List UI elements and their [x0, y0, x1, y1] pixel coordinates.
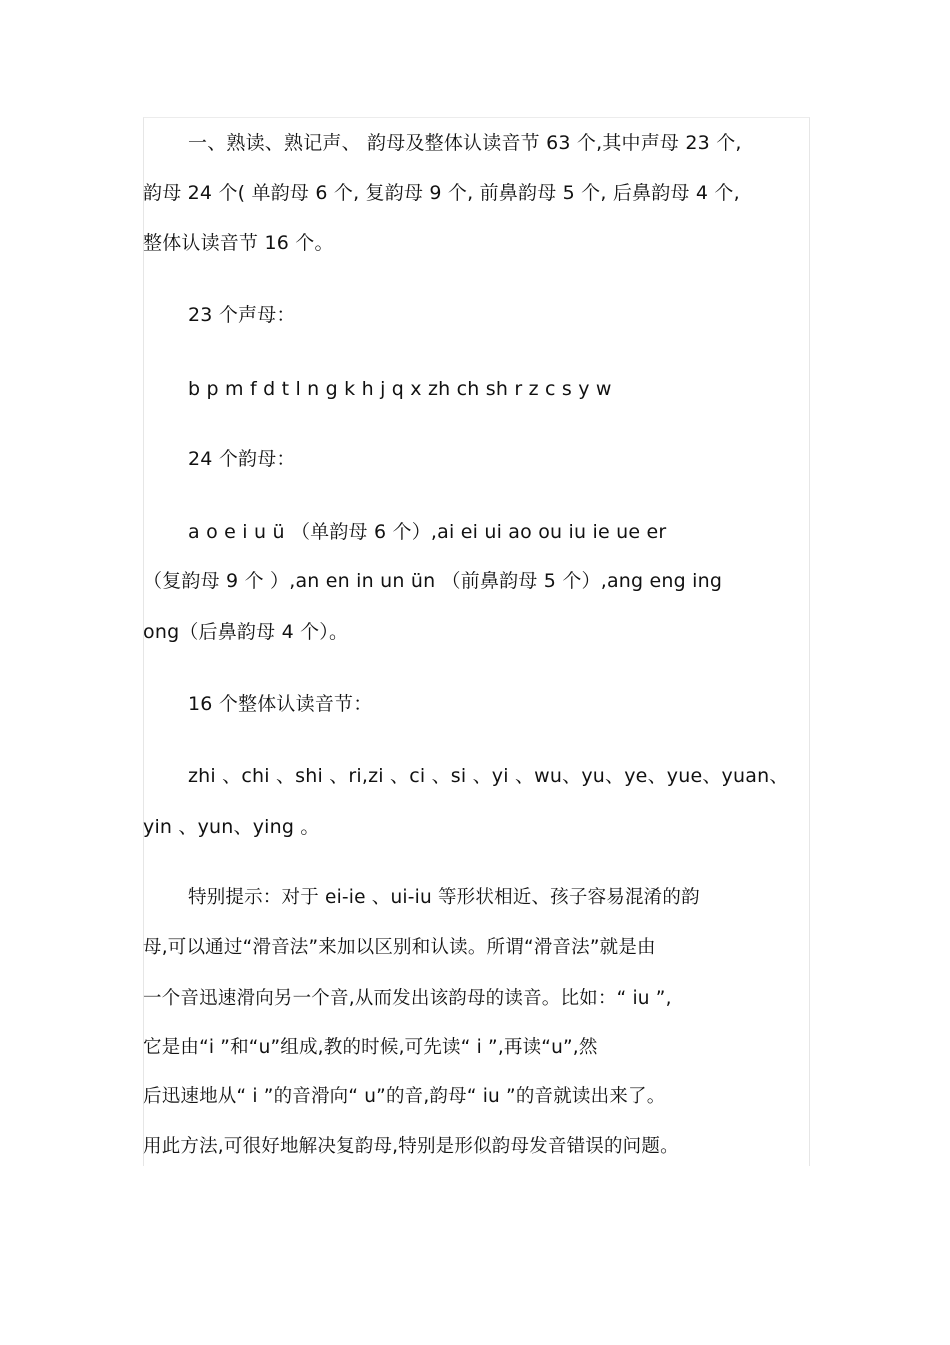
tip-line-3: 一个音迅速滑向另一个音,从而发出该韵母的读音。比如：“ iu ”,	[143, 988, 672, 1009]
whole-line-1: zhi 、chi 、shi 、ri,zi 、ci 、si 、yi 、wu、yu、ye、yue、yuan、	[188, 765, 789, 787]
initials-list: b p m f d t l n g k h j q x zh ch sh r z c s y w	[188, 378, 612, 400]
finals-line-2: （复韵母 9 个 ）,an en in un ün （前鼻韵母 5 个）,ang eng ing	[143, 570, 723, 592]
intro-line-1: 一、熟读、熟记声、 韵母及整体认读音节 63 个,其中声母 23 个,	[188, 132, 742, 154]
tip-line-5: 后迅速地从“ i ”的音滑向“ u”的音,韵母“ iu ”的音就读出来了。	[143, 1086, 666, 1107]
whole-line-2: yin 、yun、ying 。	[143, 816, 320, 838]
intro-line-2: 韵母 24 个( 单韵母 6 个, 复韵母 9 个, 前鼻韵母 5 个, 后鼻韵母 4 个,	[143, 182, 740, 204]
finals-heading: 24 个韵母：	[188, 448, 296, 470]
whole-heading: 16 个整体认读音节：	[188, 693, 373, 715]
finals-line-1: a o e i u ü （单韵母 6 个）,ai ei ui ao ou iu ie ue er	[188, 521, 667, 543]
tip-line-6: 用此方法,可很好地解决复韵母,特别是形似韵母发音错误的问题。	[143, 1136, 679, 1157]
finals-line-3: ong（后鼻韵母 4 个）。	[143, 621, 349, 643]
tip-line-2: 母,可以通过“滑音法”来加以区别和认读。所谓“滑音法”就是由	[143, 937, 656, 958]
tip-line-1: 特别提示：对于 ei-ie 、ui-iu 等形状相近、孩子容易混淆的韵	[188, 887, 700, 908]
tip-line-4: 它是由“i ”和“u”组成,教的时候,可先读“ i ”,再读“u”,然	[143, 1037, 598, 1058]
intro-line-3: 整体认读音节 16 个。	[143, 232, 334, 254]
initials-heading: 23 个声母：	[188, 304, 296, 326]
